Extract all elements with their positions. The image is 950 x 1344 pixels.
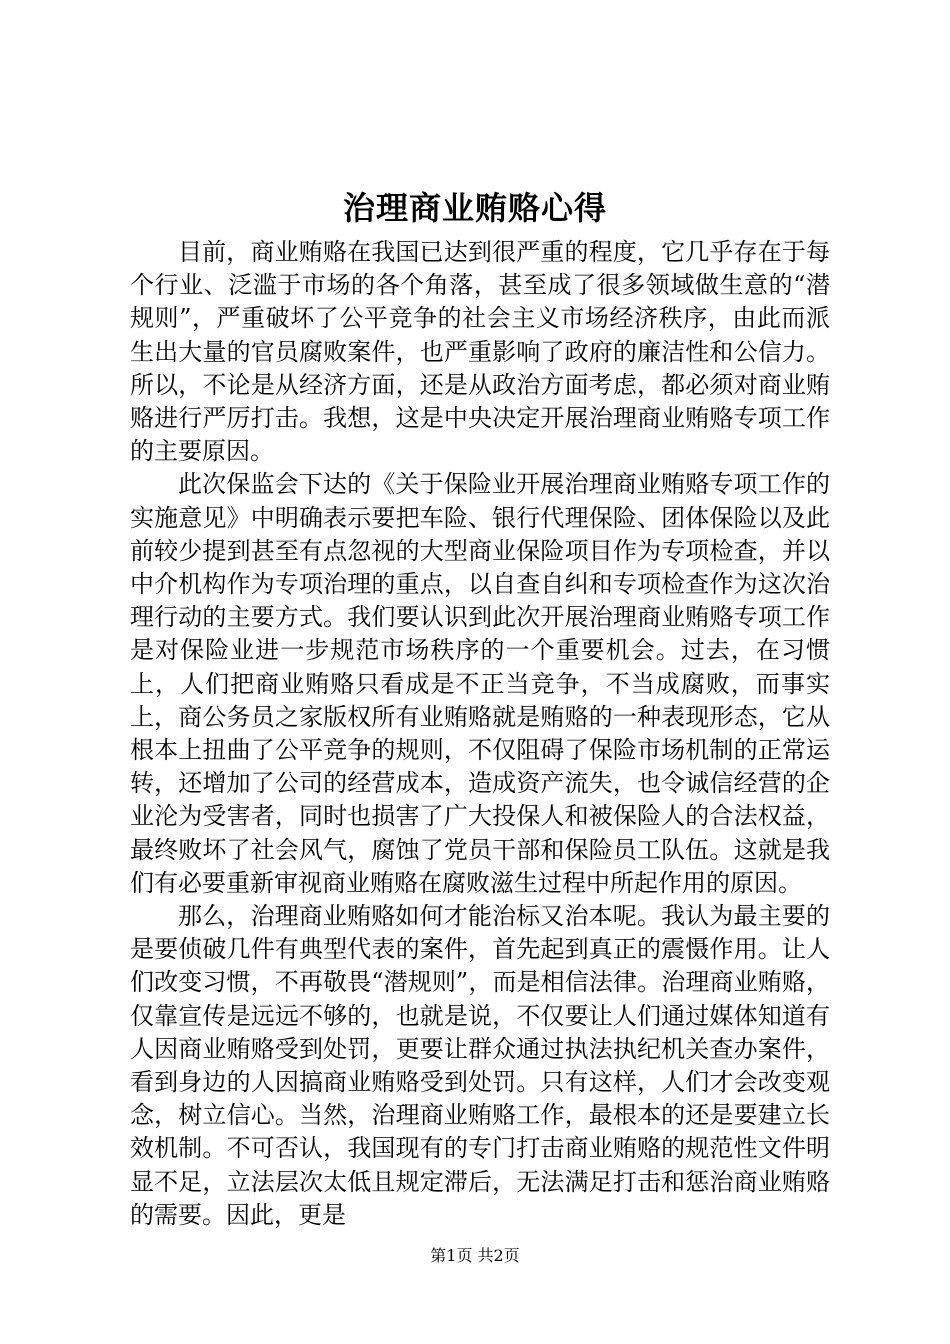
document-title: 治理商业贿赂心得 (342, 189, 607, 227)
paragraph-1: 目前，商业贿赂在我国已达到很严重的程度，它几乎存在于每个行业、泛滥于市场的各个角落，甚至成了很多领域做生意的“潜规则”，严重破坏了公平竞争的社会主义市场经济秩序，由此而派生出大量的官员腐败案件，也严重影响了政府的廉洁性和公信力。所以，不论是从经济方面，还是从政治方面考虑，都必须对商业贿赂进行严厉打击。我想，这是中央决定开展治理商业贿赂专项工作的主要原因。 (130, 238, 830, 466)
page-number-footer: 第1页 共2页 (430, 1246, 520, 1265)
document-body (130, 236, 830, 1232)
paragraph-3: 那么，治理商业贿赂如何才能治标又治本呢。我认为最主要的是要侦破几件有典型代表的案件，首先起到真正的震慑作用。让人们改变习惯，不再敬畏“潜规则”，而是相信法律。治理商业贿赂，仅靠宣传是远远不够的，也就是说，不仅要让人们通过媒体知道有人因商业贿赂受到处罚，更要让群众通过执法执纪机关查办案件，看到身边的人因搞商业贿赂受到处罚。只有这样，人们才会改变观念，树立信心。当然，治理商业贿赂工作，最根本的还是要建立长效机制。不可否认，我国现有的专门打击商业贿赂的规范性文件明显不足，立法层次太低且规定滞后，无法满足打击和惩治商业贿赂的需要。因此，更是 (130, 902, 830, 1229)
paragraph-2: 此次保监会下达的《关于保险业开展治理商业贿赂专项工作的实施意见》中明确表示要把车险、银行代理保险、团体保险以及此前较少提到甚至有点忽视的大型商业保险项目作为专项检查，并以中介机构作为专项治理的重点，以自查自纠和专项检查作为这次治理行动的主要方式。我们要认识到此次开展治理商业贿赂专项工作是对保险业进一步规范市场秩序的一个重要机会。过去，在习惯上，人们把商业贿赂只看成是不正当竞争，不当成腐败，而事实上，商公务员之家版权所有业贿赂就是贿赂的一种表现形态，它从根本上扭曲了公平竞争的规则，不仅阻碍了保险市场机制的正常运转，还增加了公司的经营成本，造成资产流失，也令诚信经营的企业沦为受害者，同时也损害了广大投保人和被保险人的合法权益，最终败坏了社会风气，腐蚀了党员干部和保险员工队伍。这就是我们有必要重新审视商业贿赂在腐败滋生过程中所起作用的原因。 (130, 470, 830, 897)
